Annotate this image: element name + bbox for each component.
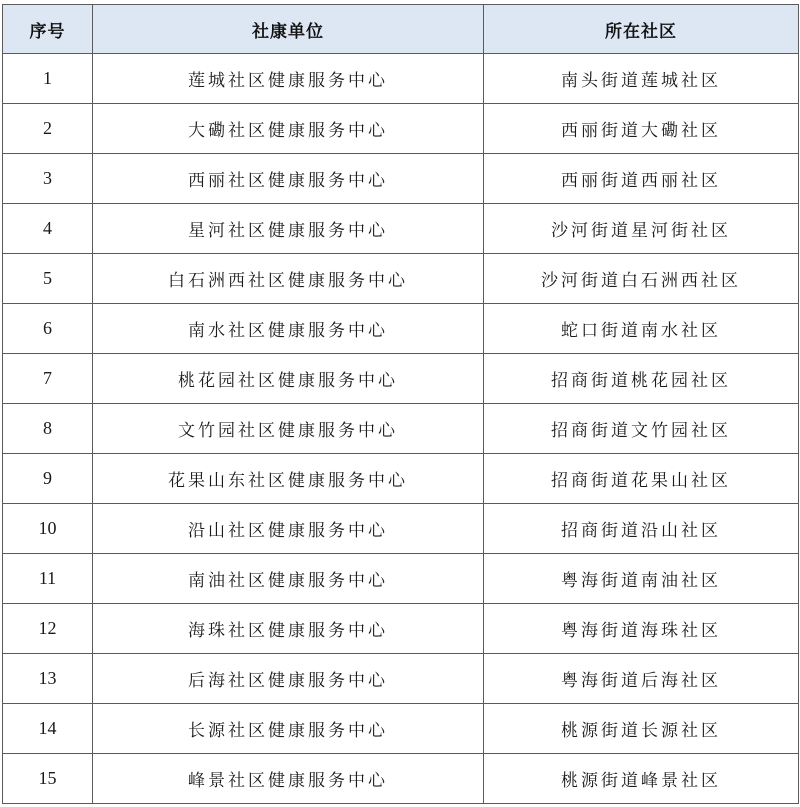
serial-number-cell: 14 (3, 704, 93, 754)
serial-number-cell: 9 (3, 454, 93, 504)
community-cell: 招商街道沿山社区 (484, 504, 799, 554)
community-cell: 桃源街道长源社区 (484, 704, 799, 754)
table-row (3, 154, 799, 204)
community-cell: 粤海街道海珠社区 (484, 604, 799, 654)
serial-number-cell: 6 (3, 304, 93, 354)
community-cell: 粤海街道后海社区 (484, 654, 799, 704)
community-cell: 西丽街道西丽社区 (484, 154, 799, 204)
health-unit-cell: 莲城社区健康服务中心 (93, 54, 484, 104)
table-row (3, 254, 799, 304)
community-cell: 桃源街道峰景社区 (484, 754, 799, 804)
table-row (3, 754, 799, 804)
serial-number-cell: 5 (3, 254, 93, 304)
table-row (3, 504, 799, 554)
community-cell: 粤海街道南油社区 (484, 554, 799, 604)
table-row (3, 454, 799, 504)
community-cell: 沙河街道白石洲西社区 (484, 254, 799, 304)
serial-number-cell: 12 (3, 604, 93, 654)
community-cell: 招商街道桃花园社区 (484, 354, 799, 404)
serial-number-cell: 3 (3, 154, 93, 204)
health-unit-cell: 南油社区健康服务中心 (93, 554, 484, 604)
community-cell: 西丽街道大磡社区 (484, 104, 799, 154)
serial-number-cell: 4 (3, 204, 93, 254)
health-unit-cell: 白石洲西社区健康服务中心 (93, 254, 484, 304)
table-header (3, 5, 799, 54)
community-cell: 招商街道文竹园社区 (484, 404, 799, 454)
community-cell: 蛇口街道南水社区 (484, 304, 799, 354)
header-health-unit: 社康单位 (93, 5, 484, 54)
serial-number-cell: 8 (3, 404, 93, 454)
table-row (3, 354, 799, 404)
table-row (3, 654, 799, 704)
table-row (3, 604, 799, 654)
table-row (3, 404, 799, 454)
health-unit-cell: 南水社区健康服务中心 (93, 304, 484, 354)
health-unit-cell: 文竹园社区健康服务中心 (93, 404, 484, 454)
community-health-centers-table (2, 4, 799, 804)
header-serial-number: 序号 (3, 5, 93, 54)
health-unit-cell: 长源社区健康服务中心 (93, 704, 484, 754)
health-unit-cell: 沿山社区健康服务中心 (93, 504, 484, 554)
community-cell: 南头街道莲城社区 (484, 54, 799, 104)
table-row (3, 554, 799, 604)
health-unit-cell: 西丽社区健康服务中心 (93, 154, 484, 204)
header-community: 所在社区 (484, 5, 799, 54)
serial-number-cell: 13 (3, 654, 93, 704)
health-unit-cell: 花果山东社区健康服务中心 (93, 454, 484, 504)
table-row (3, 704, 799, 754)
community-cell: 沙河街道星河街社区 (484, 204, 799, 254)
serial-number-cell: 11 (3, 554, 93, 604)
table-body (3, 54, 799, 804)
health-unit-cell: 星河社区健康服务中心 (93, 204, 484, 254)
table-row (3, 54, 799, 104)
health-unit-cell: 峰景社区健康服务中心 (93, 754, 484, 804)
table-row (3, 204, 799, 254)
health-unit-cell: 大磡社区健康服务中心 (93, 104, 484, 154)
table-row (3, 304, 799, 354)
table-row (3, 104, 799, 154)
health-unit-cell: 海珠社区健康服务中心 (93, 604, 484, 654)
serial-number-cell: 15 (3, 754, 93, 804)
serial-number-cell: 2 (3, 104, 93, 154)
header-row (3, 5, 799, 54)
health-unit-cell: 桃花园社区健康服务中心 (93, 354, 484, 404)
serial-number-cell: 1 (3, 54, 93, 104)
health-unit-cell: 后海社区健康服务中心 (93, 654, 484, 704)
serial-number-cell: 7 (3, 354, 93, 404)
community-cell: 招商街道花果山社区 (484, 454, 799, 504)
serial-number-cell: 10 (3, 504, 93, 554)
